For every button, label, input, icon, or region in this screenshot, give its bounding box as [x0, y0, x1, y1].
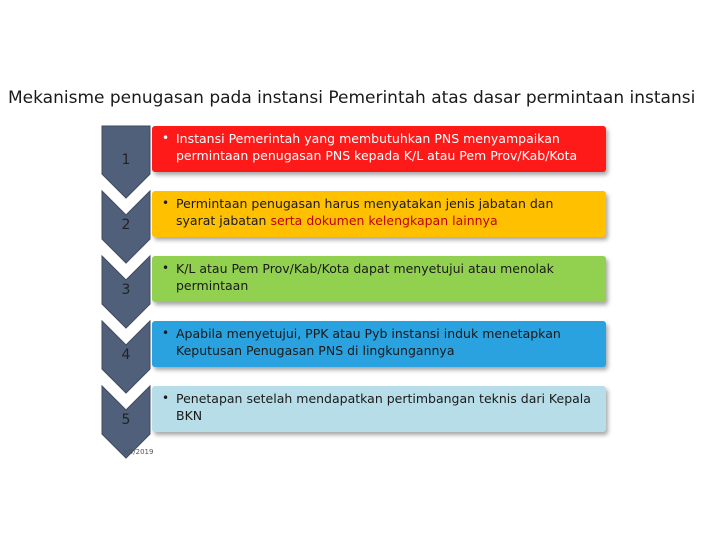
step-number-2: 2: [121, 217, 131, 233]
step-text-2: Permintaan penugasan harus menyatakan jenis jabatan dan syarat jabatan: [176, 196, 554, 228]
page-title: Mekanisme penugasan pada instansi Pemerintah atas dasar permintaan instansi: [8, 88, 696, 108]
step-box-5: [152, 386, 606, 432]
step-number-5: 5: [121, 412, 131, 428]
bullet-icon: •: [162, 196, 170, 210]
bullet-icon: •: [162, 326, 170, 340]
slide-date: 3/5/2019: [122, 448, 154, 456]
step-box-4: [152, 321, 606, 367]
step-text-3: K/L atau Pem Prov/Kab/Kota dapat menyetujui atau menolak permintaan: [176, 261, 554, 293]
step-box-3: [152, 256, 606, 302]
bullet-icon: •: [162, 261, 170, 275]
step-text-4: Apabila menyetujui, PPK atau Pyb instansi induk menetapkan Keputusan Penugasan PNS di lingkungannya: [176, 326, 561, 358]
step-chevron-4: [102, 321, 158, 395]
step-number-1: 1: [121, 152, 131, 168]
step-text-5: Penetapan setelah mendapatkan pertimbangan teknis dari Kepala BKN: [176, 391, 591, 423]
bullet-icon: •: [162, 131, 170, 145]
step-chevron-2: [102, 191, 158, 265]
step-box-1: [152, 126, 606, 172]
step-chevron-1: [102, 126, 158, 200]
step-number-3: 3: [121, 282, 131, 298]
step-text-1: Instansi Pemerintah yang membutuhkan PNS menyampaikan permintaan penugasan PNS kepada K/L atau Pem Prov/Kab/Kota: [176, 131, 578, 163]
bullet-icon: •: [162, 391, 170, 405]
step-number-4: 4: [121, 347, 131, 363]
step-chevron-3: [102, 256, 158, 330]
step-box-2: [152, 191, 606, 237]
step-text-2-highlight: serta dokumen kelengkapan lainnya: [270, 213, 498, 228]
